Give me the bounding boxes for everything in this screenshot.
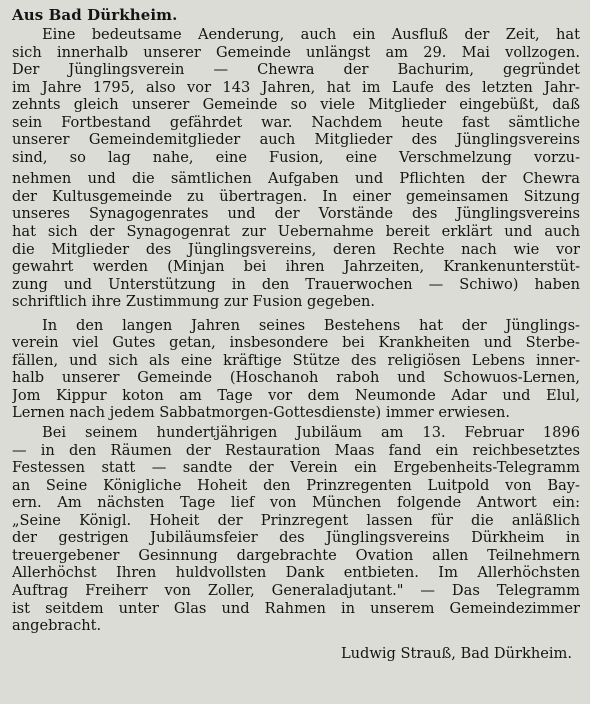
text-line: ist seitdem unter Glas und Rahmen in unserem Gemeindezimmer [12, 599, 580, 617]
text-line: fällen, und sich als eine kräftige Stütze des religiösen Lebens inner- [12, 351, 580, 369]
text-line: Lernen nach jedem Sabbatmorgen-Gottesdienste) immer erwiesen. [12, 404, 510, 422]
text-line: zehnts gleich unserer Gemeinde so viele Mitglieder eingebüßt, daß [12, 96, 580, 114]
text-line: der Kultusgemeinde zu übertragen. In einer gemeinsamen Sitzung [12, 187, 580, 205]
text-line: ern. Am nächsten Tage lief von München folgende Antwort ein: [12, 494, 580, 512]
text-line: unseres Synagogenrates und der Vorstände des Jünglingsvereins [12, 205, 580, 223]
text-line: Auftrag Freiherr von Zoller, Generaladjutant." — Das Telegramm [12, 581, 580, 599]
text-line: hat sich der Synagogenrat zur Uebernahme bereit erklärt und auch [12, 223, 580, 241]
text-line: Festessen statt — sandte der Verein ein Ergebenheits-Telegramm [12, 459, 580, 477]
text-line: der gestrigen Jubiläumsfeier des Jünglingsvereins Dürkheim in [12, 529, 580, 547]
text-line: angebracht. [12, 617, 102, 635]
text-line: zung und Unterstützung in den Trauerwochen — Schiwo) haben [12, 275, 580, 293]
paragraph-3 [12, 317, 580, 422]
text-line: Allerhöchst Ihren huldvollsten Dank entbieten. Im Allerhöchsten [12, 564, 580, 582]
text-line: Bei seinem hundertjährigen Jubiläum am 13. Februar 1896 [42, 424, 580, 442]
author-signature: Ludwig Strauß, Bad Dürkheim. [340, 644, 572, 662]
text-line: Jom Kippur koton am Tage vor dem Neumonde Adar und Elul, [12, 386, 580, 404]
text-line: sein Fortbestand gefährdet war. Nachdem heute fast sämtliche [12, 113, 580, 131]
text-line: unserer Gemeindemitglieder auch Mitglieder des Jünglingsvereins [12, 131, 580, 149]
text-line: — in den Räumen der Restauration Maas fand ein reichbesetztes [12, 441, 580, 459]
text-line: Der Jünglingsverein — Chewra der Bachurim, gegründet [12, 61, 580, 79]
text-line: schriftlich ihre Zustimmung zur Fusion gegeben. [12, 293, 376, 311]
text-line: treuergebener Gesinnung dargebrachte Ovation allen Teilnehmern [12, 546, 580, 564]
text-line: nehmen und die sämtlichen Aufgaben und Pflichten der Chewra [12, 170, 580, 188]
paragraph-2 [12, 170, 580, 310]
text-line: halb unserer Gemeinde (Hoschanoh raboh und Schowuos-Lernen, [12, 369, 580, 387]
text-line: die Mitglieder des Jünglingsvereins, deren Rechte nach wie vor [12, 240, 580, 258]
paragraph-1 [12, 26, 580, 166]
text-line: sind, so lag nahe, eine Fusion, eine Verschmelzung vorzu- [12, 148, 580, 166]
paragraph-4 [12, 424, 580, 635]
text-line: sich innerhalb unserer Gemeinde unlängst am 29. Mai vollzogen. [12, 43, 580, 61]
text-line: Eine bedeutsame Aenderung, auch ein Ausfluß der Zeit, hat [42, 26, 580, 43]
text-line: verein viel Gutes getan, insbesondere bei Krankheiten und Sterbe- [12, 334, 580, 352]
text-line: an Seine Königliche Hoheit den Prinzregenten Luitpold von Bay- [12, 476, 580, 494]
article-title: Aus Bad Dürkheim. [12, 6, 178, 24]
text-line: „Seine Königl. Hoheit der Prinzregent lassen für die anläßlich [12, 511, 580, 529]
text-line: im Jahre 1795, also vor 143 Jahren, hat im Laufe des letzten Jahr- [12, 78, 580, 96]
text-line: In den langen Jahren seines Bestehens hat der Jünglings- [42, 316, 580, 334]
text-line: gewahrt werden (Minjan bei ihren Jahrzeiten, Krankenunterstüt- [12, 258, 580, 276]
